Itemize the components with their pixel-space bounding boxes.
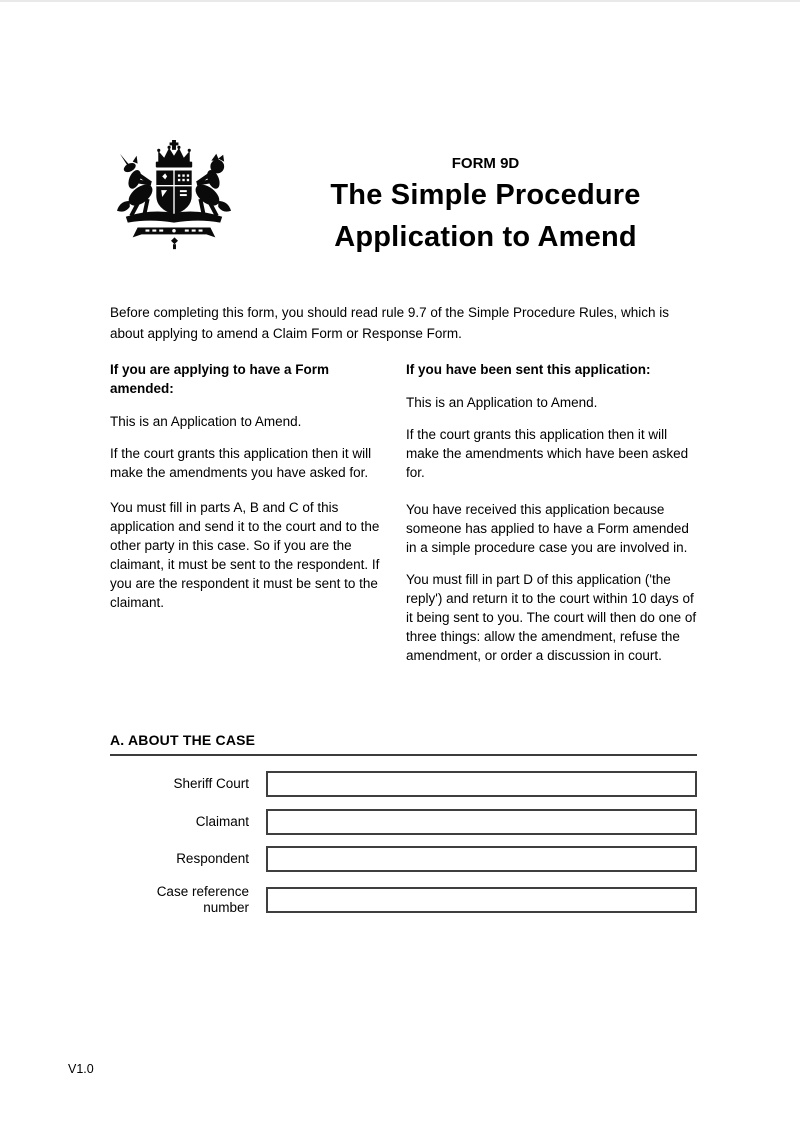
intro-paragraph: Before completing this form, you should read rule 9.7 of the Simple Procedure Rules, which is about applying to amend a Claim Form or Response Form. bbox=[110, 305, 670, 341]
sheriff-court-input[interactable] bbox=[266, 771, 697, 797]
version-label: V1.0 bbox=[68, 1062, 94, 1076]
column-applicant-guidance bbox=[110, 360, 395, 732]
page-content bbox=[110, 2, 697, 927]
left-column-paragraph: If the court grants this application then it will make the amendments you have asked for. bbox=[110, 446, 372, 480]
case-reference-number-input[interactable] bbox=[266, 887, 697, 913]
claimant-label: Claimant bbox=[195, 813, 249, 829]
section-a-heading: A. ABOUT THE CASE bbox=[110, 732, 697, 756]
right-column-paragraph: This is an Application to Amend. bbox=[406, 395, 598, 410]
left-column-heading: If you are applying to have a Form amended: bbox=[110, 362, 330, 396]
field-row-sheriff-court bbox=[110, 771, 697, 797]
guidance-columns bbox=[110, 360, 697, 732]
royal-coat-of-arms-icon bbox=[110, 140, 238, 258]
field-row-claimant bbox=[110, 809, 697, 835]
form-title-line1: The Simple Procedure bbox=[330, 179, 641, 211]
section-a-fields bbox=[110, 771, 697, 916]
form-number: FORM 9D bbox=[451, 155, 520, 172]
right-column-heading: If you have been sent this application: bbox=[406, 362, 651, 377]
case-reference-number-label: Case reference number bbox=[156, 883, 249, 915]
right-column-paragraph: You have received this application because someone has applied to have a Form amended in a simple procedure case you are involved in. bbox=[406, 502, 689, 555]
right-column-paragraph: If the court grants this application then it will make the amendments which have been asked for. bbox=[406, 427, 689, 480]
left-column-paragraph: This is an Application to Amend. bbox=[110, 414, 302, 429]
section-about-the-case bbox=[110, 732, 697, 916]
lion-supporter bbox=[192, 154, 231, 217]
respondent-input[interactable] bbox=[266, 846, 697, 872]
column-recipient-guidance bbox=[406, 360, 697, 732]
right-column-paragraph: You must fill in part D of this application ('the reply') and return it to the court within 10 days of it being sent to you. The court will then do one of three things: allow the amendment, refuse the amendment, or order a discussion in court. bbox=[406, 572, 697, 663]
sheriff-court-label: Sheriff Court bbox=[173, 776, 249, 791]
respondent-label: Respondent bbox=[176, 851, 249, 866]
form-header bbox=[110, 140, 697, 263]
royal-coat-of-arms-logo bbox=[110, 140, 238, 263]
field-row-case-reference-number bbox=[110, 884, 697, 916]
unicorn-supporter bbox=[117, 154, 156, 217]
form-title-line2: Application to Amend bbox=[334, 221, 637, 253]
title-block bbox=[238, 140, 697, 258]
claimant-input[interactable] bbox=[266, 809, 697, 835]
field-row-respondent bbox=[110, 846, 697, 872]
left-column-paragraph: You must fill in parts A, B and C of this application and send it to the court and to the other party in this case. So if you are the claimant, it must be sent to the respondent. If you are the respondent it must be sent to the claimant. bbox=[110, 500, 380, 610]
